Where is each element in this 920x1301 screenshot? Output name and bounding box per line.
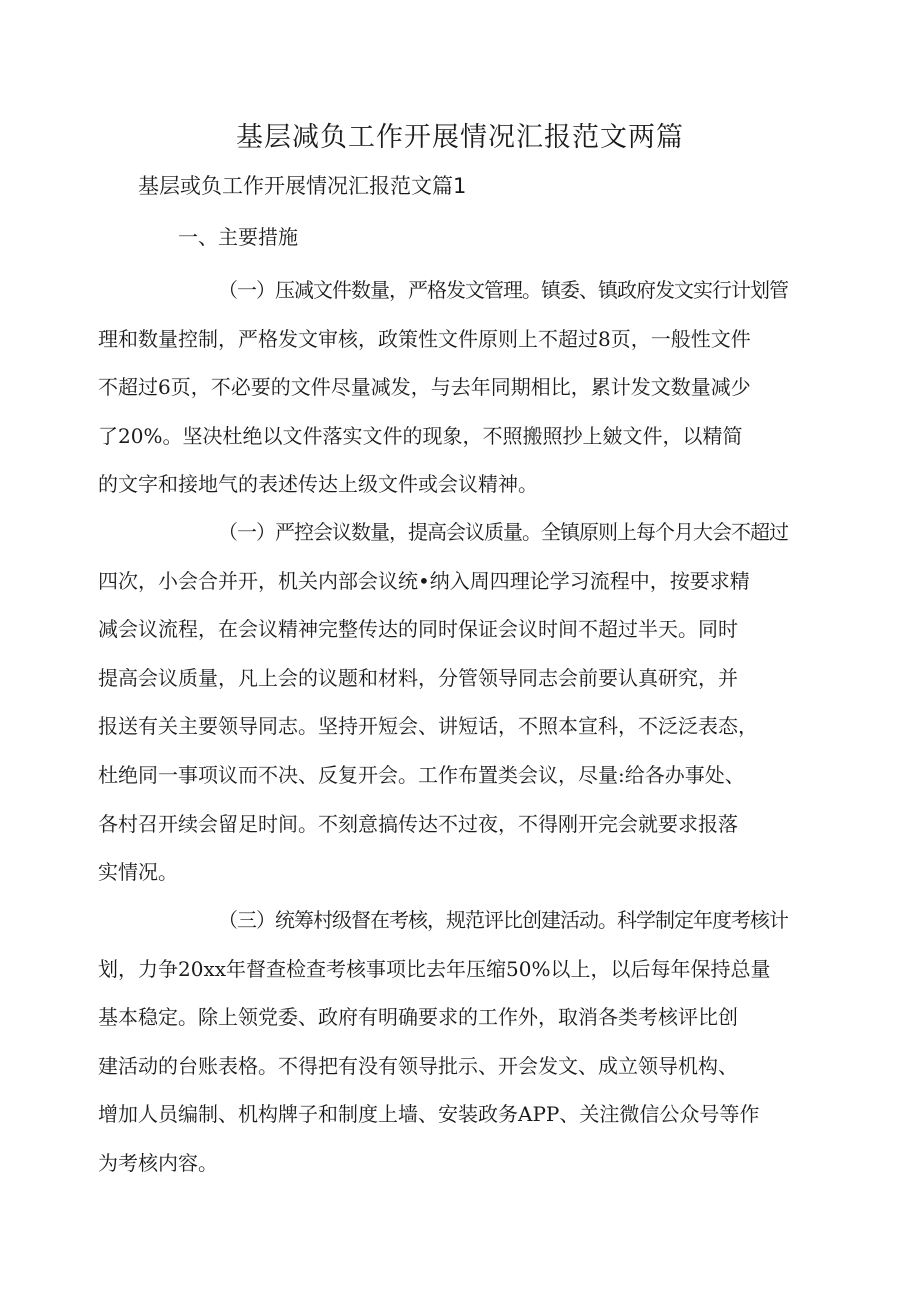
document-subtitle: 基层或负工作开展情况汇报范文篇1: [138, 174, 467, 198]
paragraph-line: 实情况。: [98, 860, 178, 885]
paragraph-assessment: [98, 896, 788, 1188]
paragraph-line: 不超过6页，不必要的文件尽量减发，与去年同期相比，累计发文数量减少: [98, 375, 751, 400]
document-title: 基层减负工作开展情况汇报范文两篇: [236, 122, 684, 153]
paragraph-line: 为考核内容。: [98, 1150, 218, 1175]
paragraph-document-reduction: [98, 266, 788, 509]
paragraph-line: 各村召开续会留足时间。不刻意搞传达不过夜，不得刚开完会就要求报落: [98, 811, 738, 836]
paragraph-line: 报送有关主要领导同志。坚持开短会、讲短话，不照本宣科，不泛泛表态，: [98, 714, 758, 739]
paragraph-line: 增加人员编制、机构牌子和制度上墙、安装政务APP、关注微信公众号等作: [98, 1102, 760, 1127]
paragraph-line: （三）统筹村级督在考核，规范评比创建活动。科学制定年度考核计: [218, 908, 788, 932]
paragraph-line: 四次，小会合并开，机关内部会议统•纳入周四理论学习流程中，按要求精: [98, 568, 750, 593]
paragraph-line: （一）压减文件数量，严格发文管理。镇委、镇政府发文实行计划管: [218, 278, 788, 302]
paragraph-line: 理和数量控制，严格发文审核，政策性文件原则上不超过8页，一般性文件: [98, 326, 751, 351]
paragraph-line: 提高会议质量，凡上会的议题和材料，分管领导同志会前要认真研究，并: [98, 665, 738, 690]
paragraph-line: 杜绝同一事项议而不决、反复开会。工作布置类会议，尽量:给各办事处、: [98, 762, 745, 787]
paragraph-line: 的文字和接地气的表述传达上级文件或会议精神。: [98, 472, 538, 497]
paragraph-line: 基本稳定。除上领党委、政府有明确要求的工作外，取消各类考核评比创: [98, 1005, 738, 1030]
paragraph-line: 减会议流程，在会议精神完整传达的同时保证会议时间不超过半天。同时: [98, 617, 738, 642]
paragraph-meeting-control: [98, 508, 788, 897]
paragraph-line: （一）严控会议数量，提高会议质量。全镇原则上每个月大会不超过: [218, 520, 788, 544]
section-heading: 一、主要措施: [178, 225, 298, 249]
paragraph-line: 了20%。坚决杜绝以文件落实文件的现象，不照搬照抄上皴文件，以精简: [98, 423, 743, 448]
paragraph-line: 建活动的台账表格。不得把有没有领导批示、开会发文、成立领导机构、: [98, 1053, 738, 1078]
paragraph-line: 划，力争20xx年督查检查考核事项比去年压缩50%以上，以后每年保持总量: [98, 956, 771, 981]
